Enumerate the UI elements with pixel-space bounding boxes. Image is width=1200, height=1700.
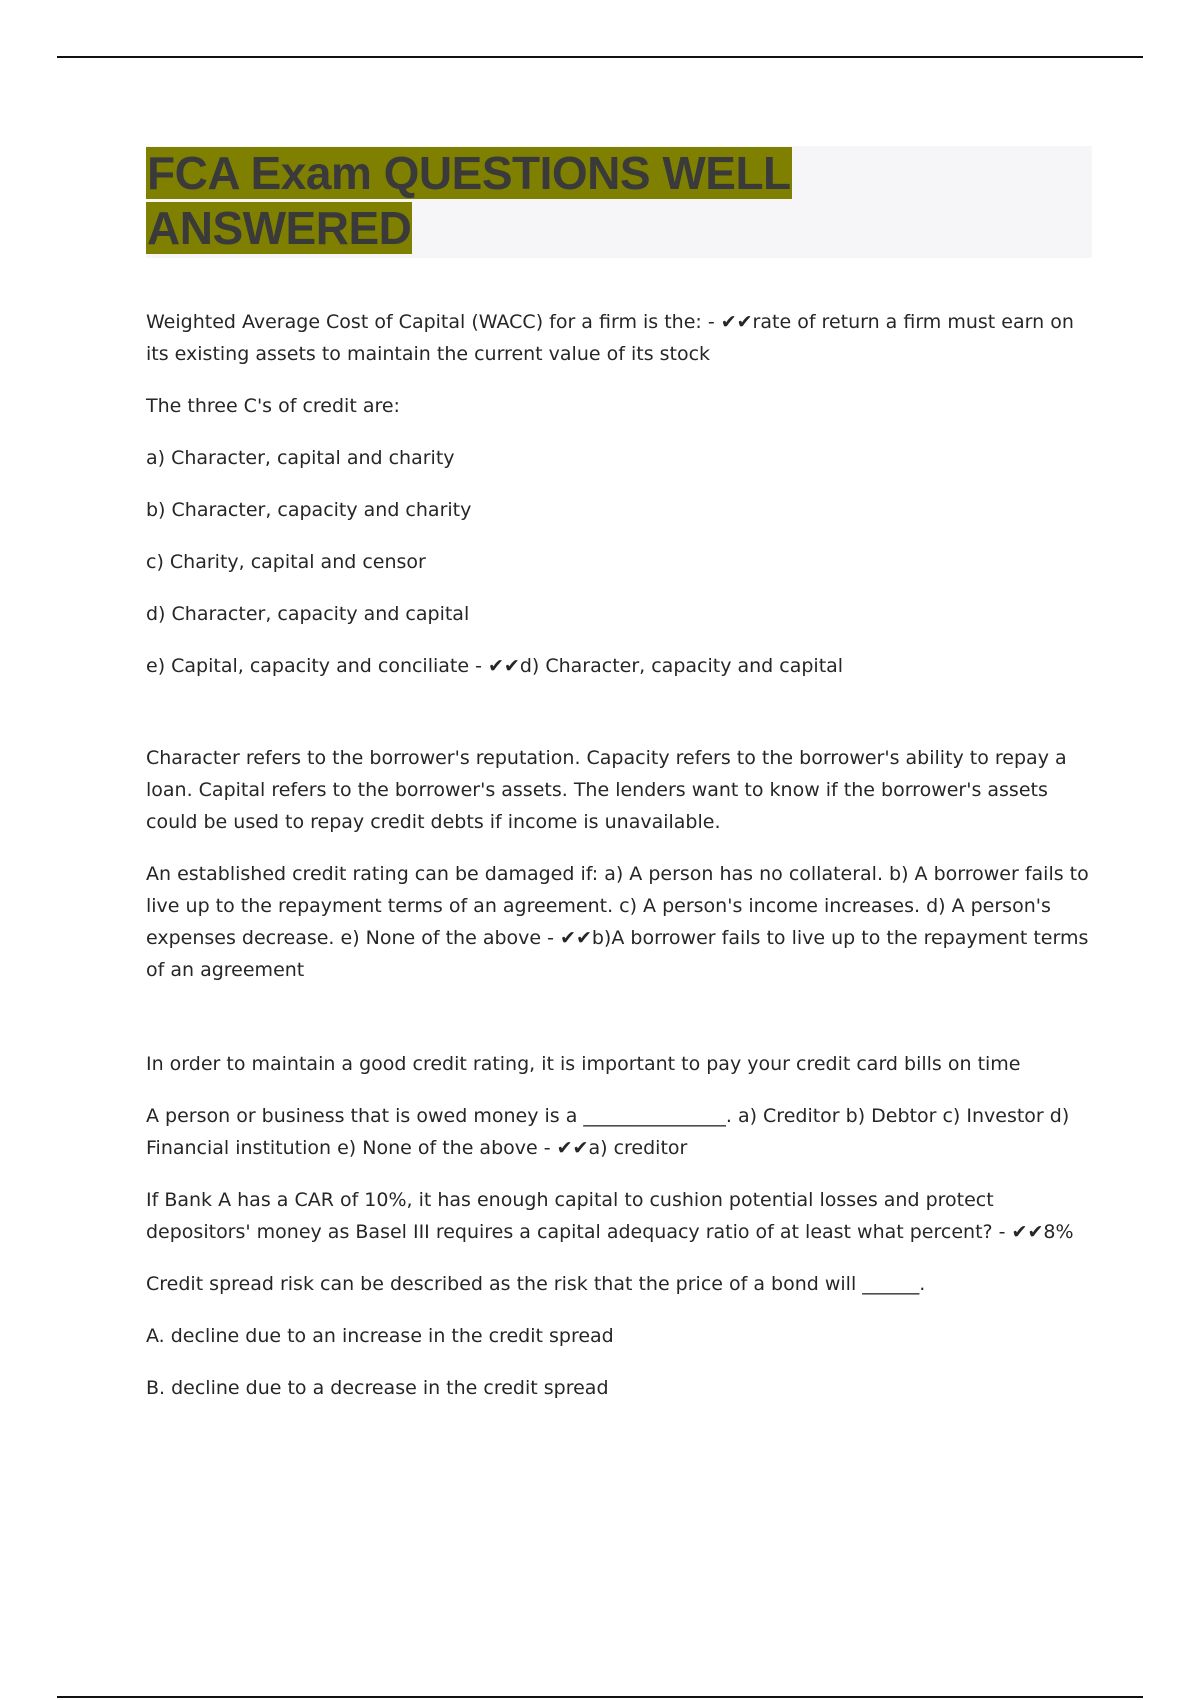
footer-rule <box>57 1696 1143 1698</box>
paragraph-credit-rating-damage: An established credit rating can be damaged if: a) A person has no collateral. b) A borrower fails to live up to the repayment terms of an agreement. c) A person's income increases. d) A person's expenses decrease. e) None of the above - ✔✔b)A borrower fails to live up to the repayment terms of an agreement <box>146 863 1089 981</box>
paragraph-character-capacity: Character refers to the borrower's reputation. Capacity refers to the borrower's ability to repay a loan. Capital refers to the borrower's assets. The lenders want to know if the borrower's assets could be used to repay credit debts if income is unavailable. <box>146 747 1067 833</box>
document-title <box>146 146 906 256</box>
option-credit-spread-b: B. decline due to a decrease in the credit spread <box>146 1377 609 1399</box>
title-highlight <box>146 147 792 254</box>
paragraph-creditor: A person or business that is owed money is a _______________. a) Creditor b) Debtor c) Investor d) Financial institution e) None of the above - ✔✔a) creditor <box>146 1105 1070 1159</box>
question-three-cs: The three C's of credit are: <box>146 395 400 417</box>
title-line-2: ANSWERED <box>147 202 412 254</box>
paragraph-car-basel: If Bank A has a CAR of 10%, it has enough capital to cushion potential losses and protect depositors' money as Basel III requires a capital adequacy ratio of at least what percent? - ✔✔8% <box>146 1189 1074 1243</box>
option-e-answer: e) Capital, capacity and conciliate - ✔✔d) Character, capacity and capital <box>146 655 844 677</box>
title-line-1: FCA Exam QUESTIONS WELL <box>147 147 791 199</box>
paragraph-wacc: Weighted Average Cost of Capital (WACC) for a firm is the: - ✔✔rate of return a firm must earn on its existing assets to maintain the current value of its stock <box>146 311 1074 365</box>
paragraph-maintain-credit: In order to maintain a good credit rating, it is important to pay your credit card bills on time <box>146 1053 1021 1075</box>
option-c: c) Charity, capital and censor <box>146 551 426 573</box>
document-body <box>146 306 1092 1424</box>
option-credit-spread-a: A. decline due to an increase in the credit spread <box>146 1325 614 1347</box>
option-a: a) Character, capital and charity <box>146 447 455 469</box>
question-credit-spread: Credit spread risk can be described as the risk that the price of a bond will ______. <box>146 1273 926 1295</box>
option-d: d) Character, capacity and capital <box>146 603 470 625</box>
header-rule <box>57 56 1143 58</box>
option-b: b) Character, capacity and charity <box>146 499 472 521</box>
